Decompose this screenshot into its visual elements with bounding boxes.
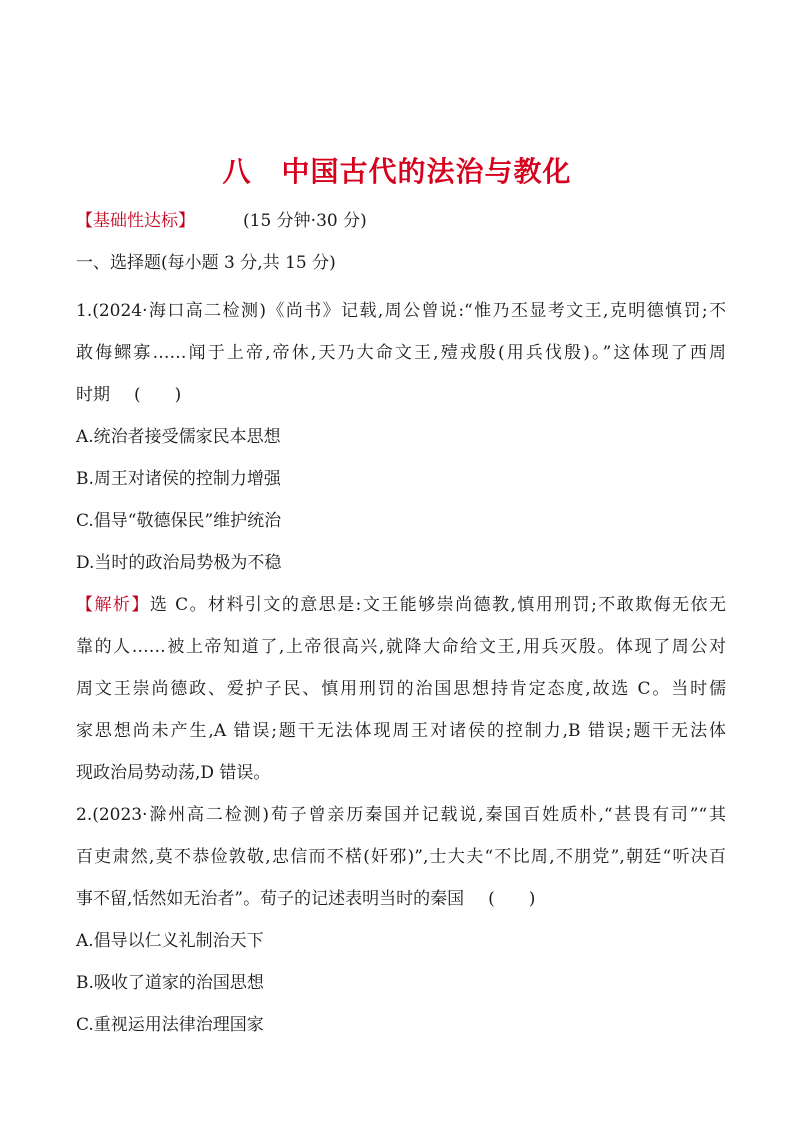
option-c: C.倡导“敬德保民”维护统治 [76,511,282,531]
analysis-first-line [76,584,726,626]
section-header [76,210,726,232]
question-2-line: 百吏肃然,莫不恭俭敦敬,忠信而不楛(奸邪)”,士大夫“不比周,不朋党”,朝廷“听决百 [76,847,726,867]
analysis-line: 周文王崇尚德政、爱护子民、慎用刑罚的治国思想持肯定态度,故选 C。当时儒 [76,679,726,699]
section-tag: 【基础性达标】 [76,211,195,231]
part-heading: 一、选择题(每小题 3 分,共 15 分) [76,253,336,273]
question-2-last-line [76,878,726,920]
option-d: D.当时的政治局势极为不稳 [76,553,282,573]
analysis-last-line: 现政治局势动荡,D 错误。 [76,763,271,783]
option-a: A.倡导以仁义礼制治天下 [76,931,264,951]
option-c: C.重视运用法律治理国家 [76,1015,264,1035]
chapter-title: 中国古代的法治与教化 [281,155,572,188]
analysis-text: 选 C。材料引文的意思是:文王能够崇尚德教,慎用刑罚;不敢欺侮无依无 [149,595,726,615]
analysis-line: 家思想尚未产生,A 错误;题干无法体现周王对诸侯的控制力,B 错误;题干无法体 [76,721,726,741]
question-2-line: 2.(2023·滁州高二检测)荀子曾亲历秦国并记载说,秦国百姓质朴,“甚畏有司”“其 [76,805,726,825]
analysis-line: 靠的人……被上帝知道了,上帝很高兴,就降大命给文王,用兵灭殷。体现了周公对 [76,637,726,657]
answer-blank: ( ) [488,889,536,909]
answer-blank: ( ) [134,385,182,405]
question-1-line: 敢侮鳏寡……闻于上帝,帝休,天乃大命文王,殪戎殷(用兵伐殷)。”这体现了西周 [76,343,726,363]
option-a: A.统治者接受儒家民本思想 [76,427,281,447]
page-title [0,150,794,190]
question-1-last-line [76,374,726,416]
question-1-stem-end: 时期 [76,385,110,405]
question-2 [76,794,726,1046]
question-1 [76,290,726,794]
option-b: B.周王对诸侯的控制力增强 [76,469,281,489]
chapter-number: 八 [222,155,252,188]
question-1-line: 1.(2024·海口高二检测)《尚书》记载,周公曾说:“惟乃丕显考文王,克明德慎罚;不 [76,301,726,321]
question-2-stem-end: 事不留,恬然如无治者”。荀子的记述表明当时的秦国 [76,889,465,909]
section-timing: (15 分钟·30 分) [243,211,367,231]
analysis-tag: 【解析】 [76,595,150,615]
option-b: B.吸收了道家的治国思想 [76,973,264,993]
